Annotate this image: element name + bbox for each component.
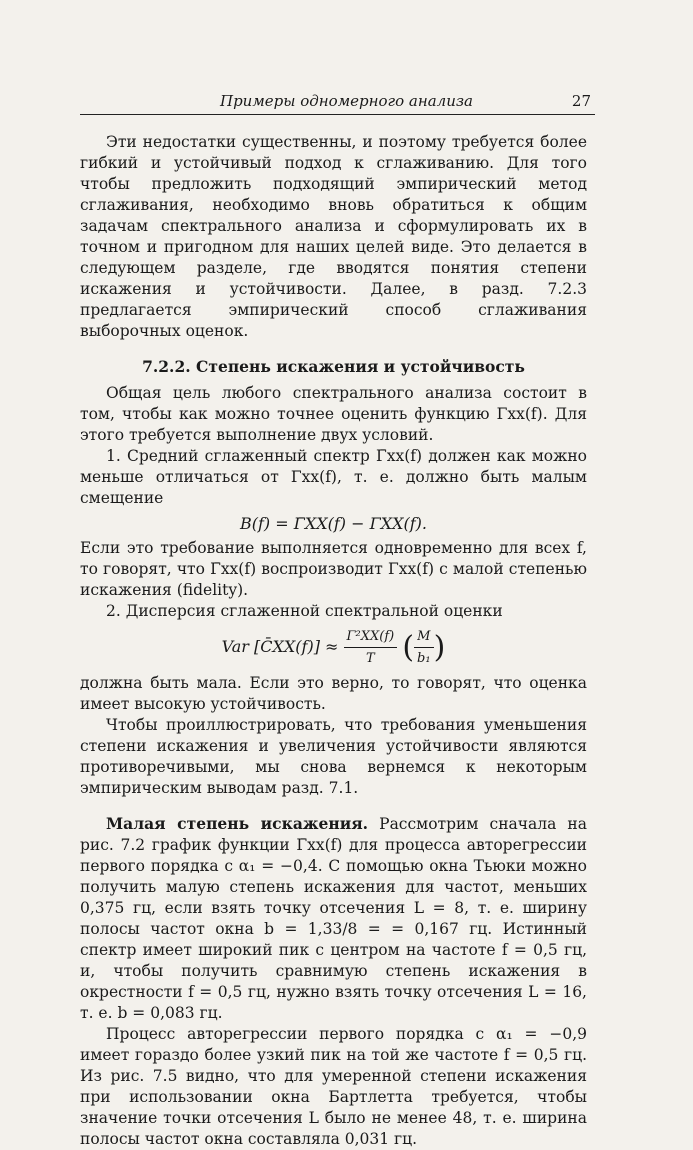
page-number: 27 bbox=[571, 92, 591, 110]
fraction-denominator-b: b₁ bbox=[417, 651, 431, 666]
paragraph-8-text: Рассмотрим сначала на рис. 7.2 график функции Γ̄xx(f) для процесса авторегрессии первого порядка с α₁ = −0,4. С помощью окна Тьюки можно получить малую степень искажения для частот, меньших 0,375 гц, если взять точку отсечения L = 8, т. е. ширину полосы частот окна b = 1,33/8 = = 0,167 гц. Истинный спектр имеет широкий пик с центром на частоте f = 0,5 гц, и, чтобы получить сравнимую степень искажения в окрестности f = 0,5 гц, нужно взять точку отсечения L = 16, т. е. b = 0,083 гц. bbox=[80, 815, 587, 1022]
paragraph-7: Чтобы проиллюстрировать, что требования уменьшения степени искажения и увеличения устойчивости являются противоречивыми, мы снова вернемся к некоторым эмпирическим выводам разд. 7.1. bbox=[80, 716, 587, 797]
variance-formula: Var [C̄XX(f)] ≈ $\frac{\text{Γ²XX(f)}}{T}$ ( $\frac{M}{\text{b₁}}$ ) bbox=[80, 626, 587, 669]
paragraph-2: Общая цель любого спектрального анализа состоит в том, чтобы как можно точнее оценить функцию Γxx(f). Для этого требуется выполнение двух условий. bbox=[80, 384, 587, 444]
paragraph-5: 2. Дисперсия сглаженной спектральной оценки bbox=[106, 602, 503, 620]
fraction-m-over-b bbox=[414, 626, 434, 669]
section-heading: 7.2.2. Степень искажения и устойчивость bbox=[142, 357, 525, 376]
paragraph-9: Процесс авторегрессии первого порядка с α₁ = −0,9 имеет гораздо более узкий пик на той же частоте f = 0,5 гц. Из рис. 7.5 видно, что для умеренной степени искажения при использовании окна Бартлетта требуется, чтобы значение точки отсечения L было не менее 48, т. е. ширина полосы частот окна составляла 0,031 гц. bbox=[80, 1025, 587, 1148]
paragraph-6: должна быть мала. Если это верно, то говорят, что оценка имеет высокую устойчивость. bbox=[80, 674, 587, 713]
paragraph-4: Если это требование выполняется одновременно для всех f, то говорят, что Γ̄xx(f) воспроизводит Γxx(f) с малой степенью искажения (fidelity). bbox=[80, 539, 587, 599]
fraction-numerator-m: M bbox=[414, 626, 434, 648]
bias-formula: B(f) = Γ̄XX(f) − ΓXX(f). bbox=[240, 514, 427, 533]
running-title: Примеры одномерного анализа bbox=[220, 92, 474, 110]
fraction-denominator: T bbox=[366, 651, 375, 666]
fraction-numerator: Γ²XX(f) bbox=[344, 626, 398, 648]
paragraph-3: 1. Средний сглаженный спектр Γ̄xx(f) должен как можно меньше отличаться от Γxx(f), т. е. должно быть малым смещение bbox=[80, 447, 587, 507]
runin-heading: Малая степень искажения. bbox=[106, 814, 369, 833]
paragraph-1: Эти недостатки существенны, и поэтому требуется более гибкий и устойчивый подход к сглаживанию. Для того чтобы предложить подходящий эмпирический метод сглаживания, необходимо вновь обратиться к общим задачам спектрального анализа и сформулировать их в точном и пригодном для наших целей виде. Это делается в следующем разделе, где вводятся понятия степени искажения и устойчивости. Далее, в разд. 7.2.3 предлагается эмпирический способ сглаживания выборочных оценок. bbox=[80, 133, 587, 340]
paragraph-8 bbox=[80, 813, 587, 1024]
page-body bbox=[80, 132, 587, 1150]
variance-lhs: Var [C̄XX(f)] ≈ bbox=[221, 637, 339, 656]
page-header bbox=[80, 90, 595, 115]
fraction-gamma-over-t bbox=[344, 626, 398, 669]
